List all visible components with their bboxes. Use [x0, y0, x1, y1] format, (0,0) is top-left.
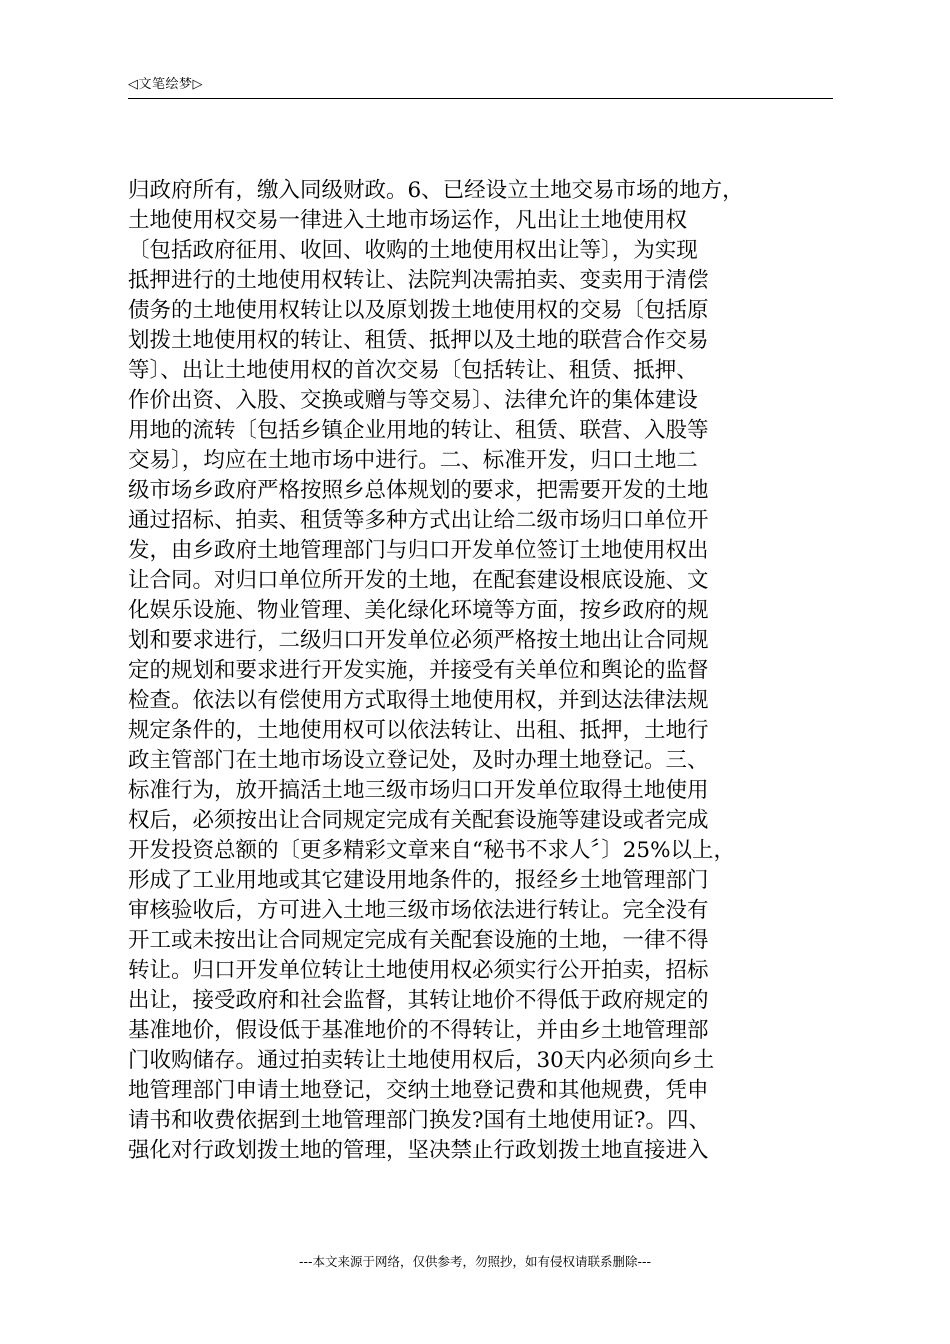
body-line: 用地的流转〔包括乡镇企业用地的转让、租赁、联营、入股等 [128, 418, 709, 443]
body-line: 交易〕，均应在土地市场中进行。二、标准开发，归口土地二 [128, 448, 698, 473]
body-line: 审核验收后，方可进入土地三级市场依法进行转让。完全没有 [128, 898, 709, 923]
body-line: 出让，接受政府和社会监督，其转让地价不得低于政府规定的 [128, 988, 709, 1013]
body-line: 级市场乡政府严格按照乡总体规划的要求，把需要开发的土地 [128, 478, 709, 503]
body-line: 等〕、出让土地使用权的首次交易〔包括转让、租赁、抵押、 [128, 358, 698, 383]
body-line: 抵押进行的土地使用权转让、法院判决需拍卖、变卖用于清偿 [128, 268, 709, 293]
body-line: 作价出资、入股、交换或赠与等交易〕、法律允许的集体建设 [128, 388, 698, 413]
body-line: 〔包括政府征用、收回、收购的土地使用权出让等〕，为实现 [128, 238, 698, 263]
body-line: 定的规划和要求进行开发实施，并接受有关单位和舆论的监督 [128, 658, 709, 683]
header-title: ◁文笔绘梦▷ [128, 77, 203, 92]
body-line: 政主管部门在土地市场设立登记处，及时办理土地登记。三、 [128, 748, 709, 773]
document-body [128, 176, 838, 1166]
body-line: 标准行为，放开搞活土地三级市场归口开发单位取得土地使用 [128, 778, 709, 803]
body-line: 规定条件的，土地使用权可以依法转让、出租、抵押，土地行 [128, 718, 709, 743]
body-line: 划和要求进行，二级归口开发单位必须严格按土地出让合同规 [128, 628, 709, 653]
page-footer: ---本文来源于网络，仅供参考，勿照抄，如有侵权请联系删除--- [298, 1254, 652, 1269]
body-line: 地管理部门申请土地登记，交纳土地登记费和其他规费，凭申 [128, 1078, 709, 1103]
body-line: 化娱乐设施、物业管理、美化绿化环境等方面，按乡政府的规 [128, 598, 709, 623]
body-line: 权后，必须按出让合同规定完成有关配套设施等建设或者完成 [128, 808, 709, 833]
body-line: 通过招标、拍卖、租赁等多种方式出让给二级市场归口单位开 [128, 508, 709, 533]
body-line: 土地使用权交易一律进入土地市场运作，凡出让土地使用权 [128, 208, 688, 233]
body-line: 归政府所有，缴入同级财政。6、已经设立土地交易市场的地方， [128, 178, 744, 203]
body-line: 开发投资总额的〔更多精彩文章来自“秘书不求人〞〕25%以上， [128, 838, 736, 863]
body-line: 强化对行政划拨土地的管理，坚决禁止行政划拨土地直接进入 [128, 1138, 709, 1163]
body-line: 门收购储存。通过拍卖转让土地使用权后，30天内必须向乡土 [128, 1048, 715, 1073]
body-line: 转让。归口开发单位转让土地使用权必须实行公开拍卖，招标 [128, 958, 709, 983]
body-line: 形成了工业用地或其它建设用地条件的，报经乡土地管理部门 [128, 868, 709, 893]
body-line: 请书和收费依据到土地管理部门换发?国有土地使用证?。四、 [128, 1108, 711, 1133]
body-line: 基准地价，假设低于基准地价的不得转让，并由乡土地管理部 [128, 1018, 709, 1043]
body-line: 债务的土地使用权转让以及原划拨土地使用权的交易〔包括原 [128, 298, 709, 323]
body-line: 检查。依法以有偿使用方式取得土地使用权，并到达法律法规 [128, 688, 709, 713]
page-header [128, 74, 833, 99]
body-line: 让合同。对归口单位所开发的土地，在配套建设根底设施、文 [128, 568, 709, 593]
body-line: 划拨土地使用权的转让、租赁、抵押以及土地的联营合作交易 [128, 328, 709, 353]
body-line: 开工或未按出让合同规定完成有关配套设施的土地，一律不得 [128, 928, 709, 953]
body-line: 发，由乡政府土地管理部门与归口开发单位签订土地使用权出 [128, 538, 709, 563]
